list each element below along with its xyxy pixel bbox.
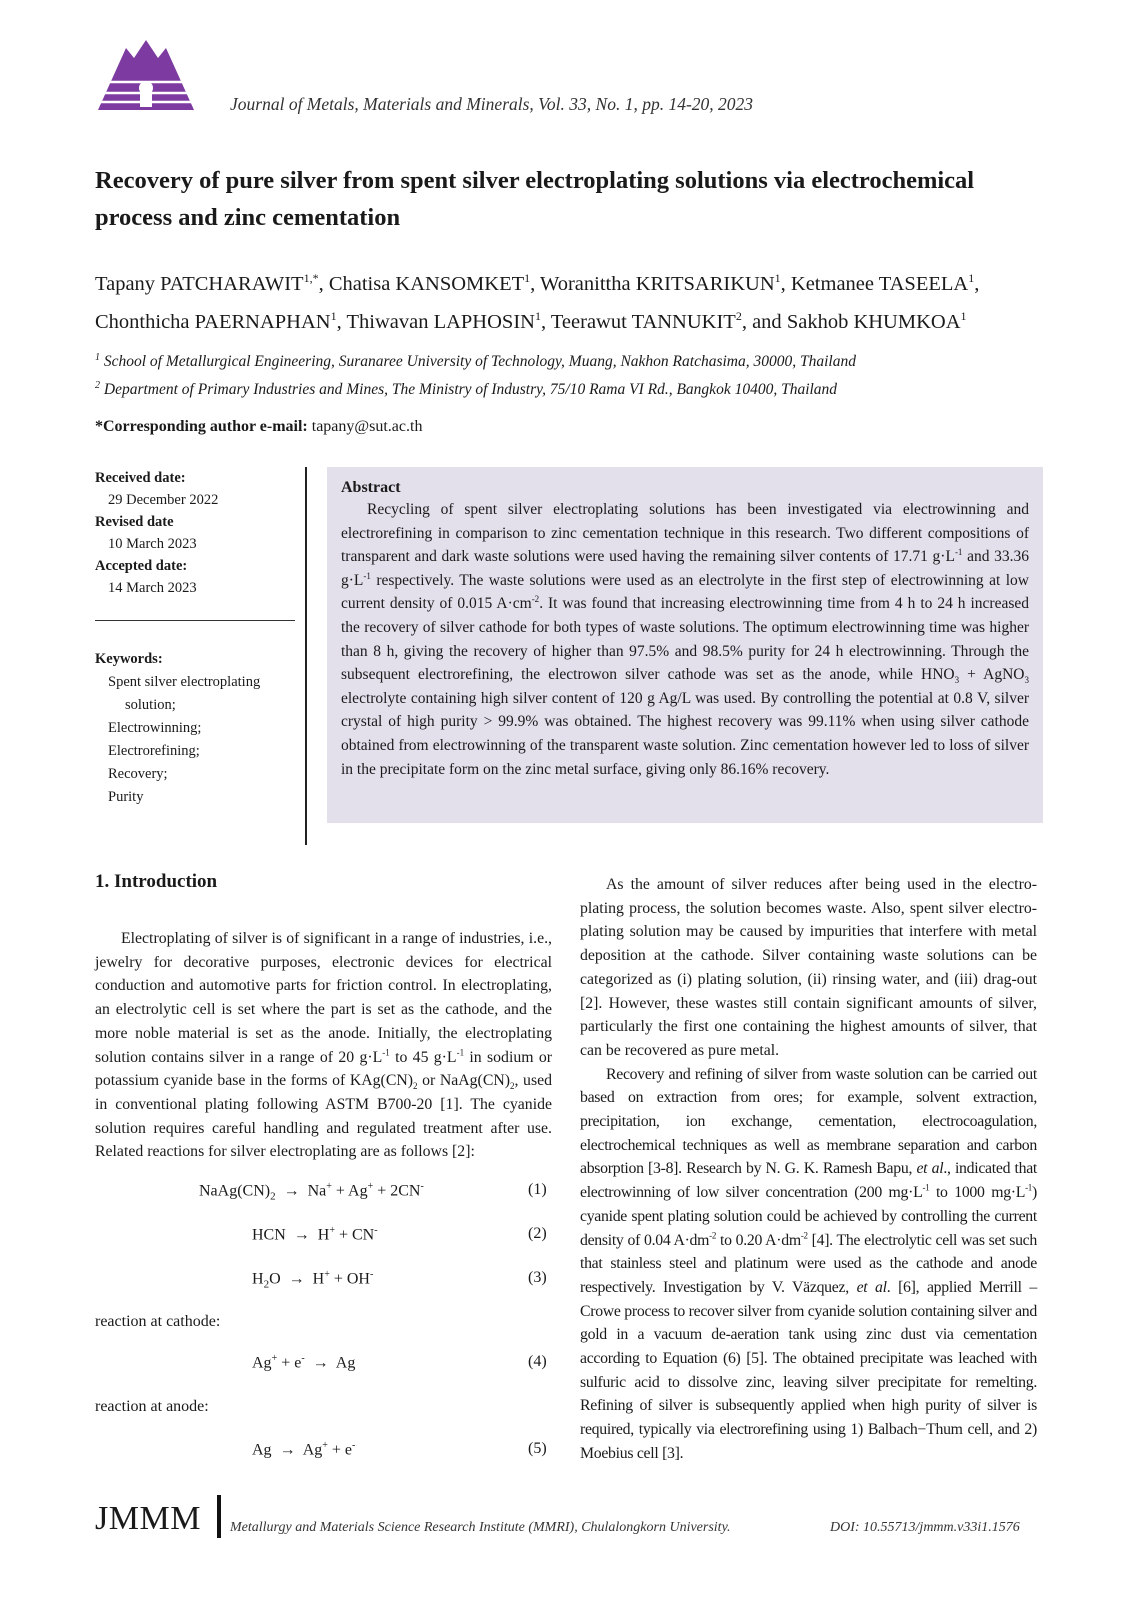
affiliations xyxy=(95,346,1055,402)
abstract-heading: Abstract xyxy=(341,479,401,496)
article-dates xyxy=(95,467,295,599)
accepted-date: 14 March 2023 xyxy=(108,580,197,596)
author: Woranittha KRITSARIKUN xyxy=(540,272,775,295)
author: Chatisa KANSOMKET xyxy=(328,272,525,295)
author: Sakhob KHUMKOA xyxy=(786,310,961,333)
corresponding-author xyxy=(95,418,422,436)
corresponding-email[interactable]: tapany@sut.ac.th xyxy=(311,418,423,435)
intro-right-column xyxy=(580,873,1037,1466)
affiliation: $^2$ Department of Primary Industries and Mines, The Ministry of Industry, 75/10 Rama VI Rd., Bangkok 10400, Thailand xyxy=(95,380,838,399)
paragraph: Recovery and refining of silver from waste solution can be carried out based on extraction from ores; for example, solvent extraction, precipitation, ion exchange, cementation, electrocoagulation, electrochemical techniques as well as membrane separation and carbon absorption [3-8]. Research by N. G. K. Ramesh Bapu, et al., indicated that electrowinning of low silver concentration (200 $mg\cdot L^{-1}$ to 1000 $mg\cdot L^{-1}$) cyanide spent plating solution could be achieved by controlling the current density of 0.04 $A\cdot dm^{-2}$ to 0.20 $A\cdot dm^{-2}$ [4]. The electrolytic cell was set such that stainless steel and platinum were used as the cathode and anode respectively. Investigation by V. Väzquez, et al. [6], applied Merrill – Crowe process to recover silver from cyanide solution containing silver and gold in a vacuum de-aeration tank using zinc dust via cementation according to Equation (6) [5]. The obtained precipitate was leached with sulfuric acid to dissolve zinc, leaving silver precipitate for remelting. Refining of silver is subsequently applied when high purity of silver is required, typically via electrorefining using 1) Balbach−Thum cell, and 2) Moebius cell [3]. xyxy=(580,1065,1038,1462)
equation-number: (2) xyxy=(528,1225,547,1242)
equation-4: Ag+ + e- → Ag xyxy=(252,1353,356,1372)
equation-number: (3) xyxy=(528,1269,547,1286)
author: Thiwavan LAPHOSIN xyxy=(346,310,535,333)
affiliation: $^1$ School of Metallurgical Engineering, Suranaree University of Technology, Muang, Nakhon Ratchasima, 30000, Thailand xyxy=(95,352,856,371)
equation-number: (4) xyxy=(528,1353,547,1370)
keyword: solution; xyxy=(125,697,176,713)
accepted-label: Accepted date: xyxy=(95,558,188,574)
author-list: Tapany $PATCHARAWIT^{1,*}$, Chatisa KANSOMKET$^1$, Woranittha KRITSARIKUN$^1$, Ketmanee TASEELA$^1$, Chonthicha PAERNAPHAN$^1$, Thiwavan LAPHOSIN$^1$, Teerawut TANNUKIT$^2$, and Sakhob KHUMKOA$^1$ xyxy=(95,271,980,333)
revised-label: Revised date xyxy=(95,514,174,530)
author: Teerawut TANNUKIT xyxy=(550,310,736,333)
vertical-divider xyxy=(305,467,307,845)
received-label: Received date: xyxy=(95,470,186,486)
footer-institute: Metallurgy and Materials Science Research Institute (MMRI), Chulalongkorn University. xyxy=(230,1520,731,1535)
footer-doi[interactable]: DOI: 10.55713/jmmm.v33i1.1576 xyxy=(830,1520,1020,1535)
abstract-text: Recycling of spent silver electroplating solutions has been investigated via electrowinning and electrorefining in comparison to zinc cementation technique in this research. Two different compositions of transparent and dark waste solutions were used having the remaining silver contents of 17.71 $g\cdot L^{-1}$ and 33.36 $g\cdot L^{-1}$ respectively. The waste solutions were used as an electrolyte in the first step of electrowinning at low current density of 0.015 $A\cdot cm^{-2}$. It was found that increasing electrowinning time from 4 h to 24 h increased the recovery of silver cathode for both types of waste solutions. The optimum electrowinning time was higher than 8 h, giving the recovery of higher than 97.5% and 98.5% purity for 24 h electrowinning. Through the subsequent electrorefining, the electrowon silver cathode was set as the anode, while $HNO_3$ + AgNO$_3$ electrolyte containing high silver content of 120 g Ag/L was used. By controlling the potential at 0.8 V, silver crystal of high purity > 99.9% was obtained. The highest recovery was 99.11% when using silver cathode obtained from electrowinning of the transparent waste solution. Zinc cementation however led to loss of silver in the precipitate form on the zinc metal surface, giving only 86.16% recovery. xyxy=(341,501,1029,778)
author: Ketmanee TASEELA xyxy=(790,272,969,295)
paragraph: Electroplating of silver is of significant in a range of industries, i.e., jewelry for decorative purposes, electronic devices for electrical conduction and automotive parts for friction control. In electroplating, an electrolytic cell is set where the part is set as the cathode, and the more noble material is set as the anode. Initially, the electroplating solution contains silver in a range of 20 $g\cdot L^{-1}$ to 45 $g\cdot L^{-1}$ in sodium or potassium cyanide base in the forms of $KAg(CN)_2$ or $NaAg(CN)_2$, used in conventional plating following ASTM B700-20 [1]. The cyanide solution requires careful handling and regulated treatment after use. Related reactions for silver electroplating are as follows [2]: xyxy=(95,930,553,1161)
equation-1: $NaAg(CN)_2 \to Na^+ + Ag^+ + 2CN^-$ xyxy=(199,1181,424,1203)
paragraph: As the amount of silver reduces after being used in the electro-plating process, the solution becomes waste. Also, spent silver electro-plating solution may be caused by impurities that interfere with metal deposition at the cathode. Silver containing waste solutions can be categorized as (i) plating solution, (ii) rinsing water, and (iii) drag-out [2]. However, these wastes still contain significant amounts of silver, particularly the first one containing the highest amounts of silver, that can be recovered as pure metal. xyxy=(580,876,1037,1059)
cathode-label: reaction at cathode: xyxy=(95,1313,221,1330)
equation-number: (1) xyxy=(528,1181,547,1198)
footer-divider xyxy=(217,1495,221,1538)
received-date: 29 December 2022 xyxy=(108,492,219,508)
article-title: Recovery of pure silver from spent silver electroplating solutions via electrochemical process and zinc cementation xyxy=(95,167,975,231)
anode-label: reaction at anode: xyxy=(95,1398,209,1415)
intro-left-column xyxy=(95,927,552,1164)
keywords-label: Keywords: xyxy=(95,651,163,667)
author: Tapany PATCHARAWIT xyxy=(95,272,304,295)
divider xyxy=(95,620,295,621)
equation-2: HCN → H+ + CN- xyxy=(252,1225,378,1244)
keyword: Electrowinning; xyxy=(108,720,202,736)
keyword: Electrorefining; xyxy=(108,743,200,759)
journal-citation: Journal of Metals, Materials and Minerals, Vol. 33, No. 1, pp. 14-20, 2023 xyxy=(230,94,754,114)
author: Chonthicha PAERNAPHAN xyxy=(95,310,331,333)
journal-logo xyxy=(96,38,196,112)
equation-number: (5) xyxy=(528,1440,547,1457)
footer-brand: JMMM xyxy=(95,1500,201,1537)
keyword: Spent silver electroplating xyxy=(108,674,261,690)
equation-3: $H_2O \to H^+ + OH^-$ xyxy=(252,1269,374,1291)
revised-date: 10 March 2023 xyxy=(108,536,197,552)
section-heading: 1. Introduction xyxy=(95,871,218,892)
abstract-box xyxy=(327,467,1043,823)
corresponding-label: *Corresponding author e-mail: xyxy=(95,418,308,435)
keyword: Recovery; xyxy=(108,766,168,782)
equation-5: Ag → Ag+ + e- xyxy=(252,1440,356,1459)
keywords xyxy=(95,648,285,809)
keyword: Purity xyxy=(108,789,144,805)
